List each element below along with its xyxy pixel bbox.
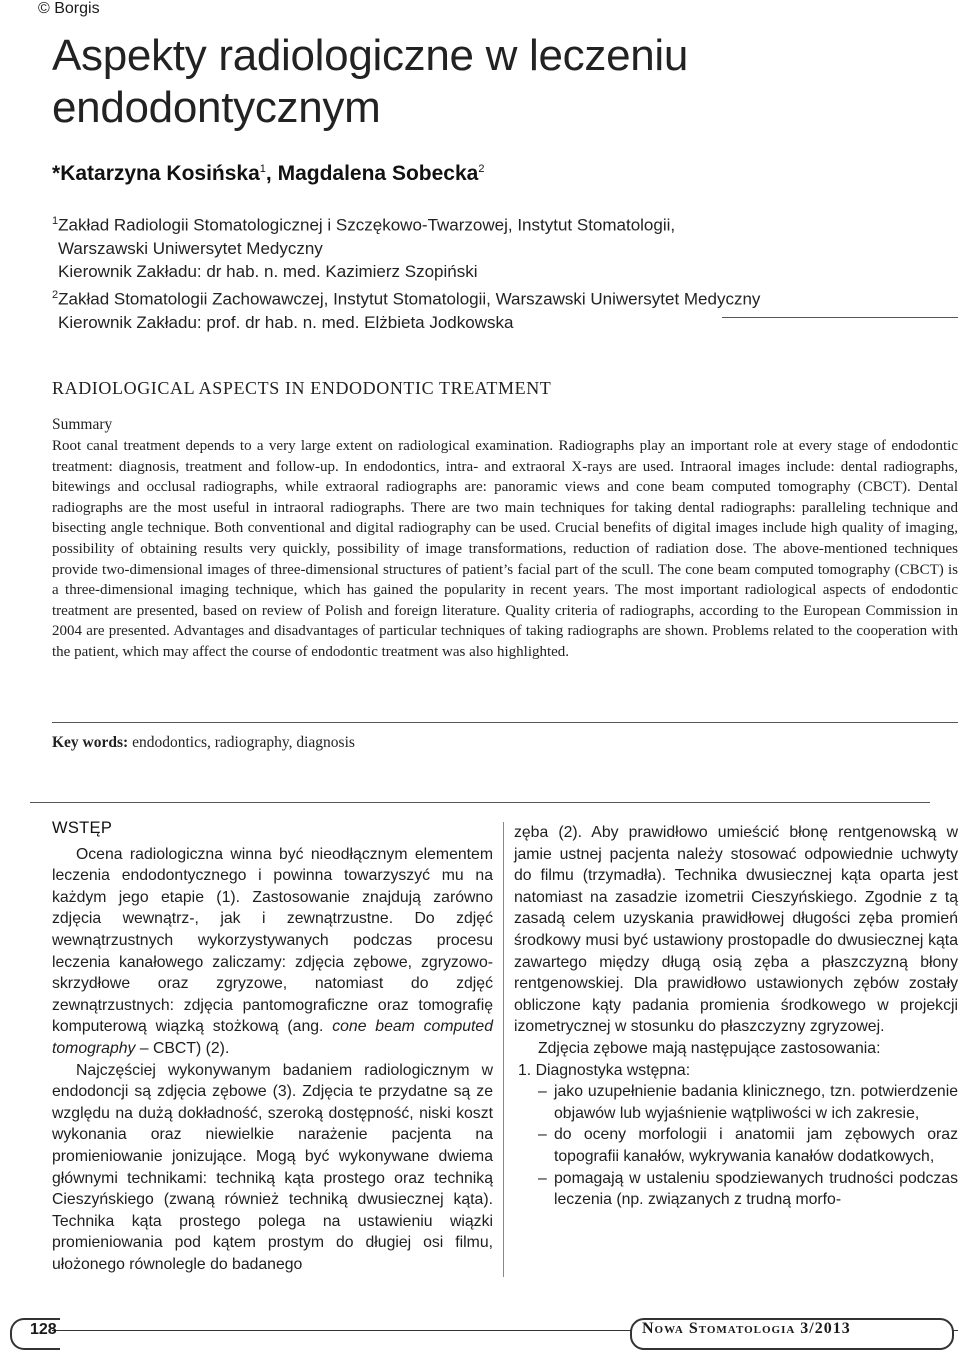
dash-bullet: – — [538, 1083, 547, 1101]
list-item — [514, 1081, 958, 1124]
author-1-sup: 1 — [259, 163, 266, 175]
copyright-notice: © Borgis — [38, 0, 100, 17]
corresponding-marker: * — [52, 162, 61, 185]
affiliation-2-sup: 2 — [52, 288, 59, 301]
affiliation-2-line-1 — [52, 284, 952, 311]
keywords — [52, 734, 355, 752]
keywords-label: Key words: — [52, 734, 129, 751]
paragraph-1-italic: cone beam computed tomography — [52, 1018, 494, 1057]
author-separator: , — [265, 162, 278, 185]
paragraph-2: Najczęściej wykonywanym badaniem radiologicznym w endodoncji są zdjęcia zębowe (3). Zdjęcia te przydatne są ze względu na dużą dokładność, szeroką dostępność, niski koszt wykonania oraz niewielkie narażenie pacjenta na promieniowanie jonizujące. Mogą być wykonywane dwiema głównymi technikami: techniką kąta prostego oraz techniką Cieszyńskiego (zwaną również techniką dwusiecznej kąta). Technika kąta prostego polega na ustawieniu wiązki promieniowania pod kątem prostym do długiej osi filmu, ułożonego równolegle do badanego — [52, 1061, 493, 1273]
list-item — [514, 1124, 958, 1167]
column-divider — [503, 822, 504, 1277]
affiliation-1-line-3: Kierownik Zakładu: dr hab. n. med. Kazimierz Szopiński — [58, 262, 478, 282]
affiliation-1-line-2: Warszawski Uniwersytet Medyczny — [58, 239, 323, 259]
paragraph-3: zęba (2). Aby prawidłowo umieścić błonę rentgenowską w jamie ustnej pacjenta należy stosować odpowiednie uchwyty do filmu (trzymadła). Technika dwusiecznej kąta oparta jest natomiast na zasadzie izometrii Cieszyńskiego. Zgodnie z tą zasadą celem uzyskania prawidłowej długości zęba promień środkowy musi być ustawiony prostopadle do dwusiecznej kąta zawartego między długą osią zęba a płaszczyzną błony rentgenowskiej. Dla prawidłowo ustawionych zębów zostały obliczone kąty padania promienia środkowego w projekcji izometrycznej w stosunku do płaszczyzny zgryzowej. — [514, 824, 958, 1036]
body-column-right — [514, 822, 958, 1211]
paragraph-1-end: – CBCT) (2). — [135, 1039, 230, 1057]
keywords-text: endodontics, radiography, diagnosis — [128, 734, 355, 751]
author-2-sup: 2 — [478, 163, 485, 175]
body-rule — [30, 802, 930, 803]
header-rule — [722, 317, 958, 318]
body-column-left — [52, 818, 493, 1275]
paragraph-1-text: Ocena radiologiczna winna być nieodłącznym elementem leczenia endodontycznego i powinna towarzyszyć mu na każdym jego etapie (1). Zastosowanie znajdują zarówno zdjęcia wewnątrz-, jak i zewnątrzustne. Do zdjęć wewnątrzustnych wykorzystywanych podczas procesu leczenia kanałowego zaliczamy: zdjęcia zębowe, zgryzowo-skrzydłowe oraz zgryzowe, natomiast do zdjęć zewnątrzustnych: zdjęcia pantomograficzne oraz tomografię komputerową wiązką stożkową (ang. — [52, 845, 493, 1036]
summary-heading: Summary — [52, 416, 113, 433]
dash-bullet: – — [538, 1126, 547, 1144]
author-2-name: Magdalena Sobecka — [277, 162, 479, 185]
summary-text: Root canal treatment depends to a very large extent on radiological examination. Radiographs play an important role at every stage of endodontic treatment: diagnosis, treatment and follow-up. In endodontics, intra- and extraoral X-rays are used. Intraoral images include: dental radiographs, bitewings and occlusal radiographs, while extraoral radiographs are: panoramic views and cone beam computed tomography (CBCT). Dental radiographs are the most useful in intraoral radiographs. There are two main techniques for taking dental radiographs: paralleling technique and bisecting angle technique. Both conventional and digital radiography can be used. Crucial benefits of digital images include high quality of imaging, possibility of obtaining results very quickly, possibility of image transformations, reduction of radiation dose. The above-mentioned techniques provide two-dimensional images of three-dimensional structures of patient’s facial part of the scull. The cone beam computed tomography (CBCT) is a three-dimensional imaging technique, which has gained the popularity in recent years. The most important radiological aspects of endodontic treatment are presented, based on review of Polish and foreign literature. Quality criteria of radiographs, according to the European Commission in 2004 are presented. Advantages and disadvantages of particular techniques of taking radiographs are shown. Problems related to the cooperation with the patient, which may affect the course of endodontic treatment was also highlighted. — [52, 438, 958, 660]
paragraph-4: Zdjęcia zębowe mają następujące zastosowania: — [538, 1039, 881, 1057]
list-item — [514, 1168, 958, 1211]
affiliation-2-text: Zakład Stomatologii Zachowawczej, Instytut Stomatologii, Warszawski Uniwersytet Medyczny — [58, 289, 761, 309]
keywords-rule — [52, 722, 958, 723]
journal-name: Nowa Stomatologia 3/2013 — [642, 1320, 851, 1337]
section-heading: WSTĘP — [52, 819, 113, 837]
list-item-text: pomagają w ustaleniu spodziewanych trudności podczas leczenia (np. związanych z trudną morfo- — [554, 1169, 958, 1209]
affiliation-1-text: Zakład Radiologii Stomatologicznej i Szczękowo-Twarzowej, Instytut Stomatologii, — [58, 215, 676, 235]
affiliation-2-line-2: Kierownik Zakładu: prof. dr hab. n. med. Elżbieta Jodkowska — [58, 312, 514, 332]
affiliation-1-sup: 1 — [52, 215, 59, 227]
dash-bullet: – — [538, 1169, 547, 1187]
author-1-name: Katarzyna Kosińska — [60, 162, 260, 185]
list-title: 1. Diagnostyka wstępna: — [518, 1061, 691, 1079]
article-title: Aspekty radiologiczne w leczeniu endodontycznym — [52, 31, 689, 132]
list-item-text: jako uzupełnienie badania klinicznego, tzn. potwierdzenie objawów lub wyjaśnienie wątpliwości w ich zakresie, — [554, 1083, 958, 1122]
affiliations — [52, 210, 952, 334]
author-list — [52, 162, 484, 186]
page-number: 128 — [30, 1321, 57, 1338]
paragraph-1 — [52, 844, 493, 1060]
english-title: RADIOLOGICAL ASPECTS IN ENDODONTIC TREATMENT — [52, 378, 552, 398]
affiliation-1-line-1 — [52, 210, 952, 237]
list-item-text: do oceny morfologii i anatomii jam zębowych oraz topografii kanałów, wykrywania kanałów dodatkowych, — [554, 1126, 958, 1165]
